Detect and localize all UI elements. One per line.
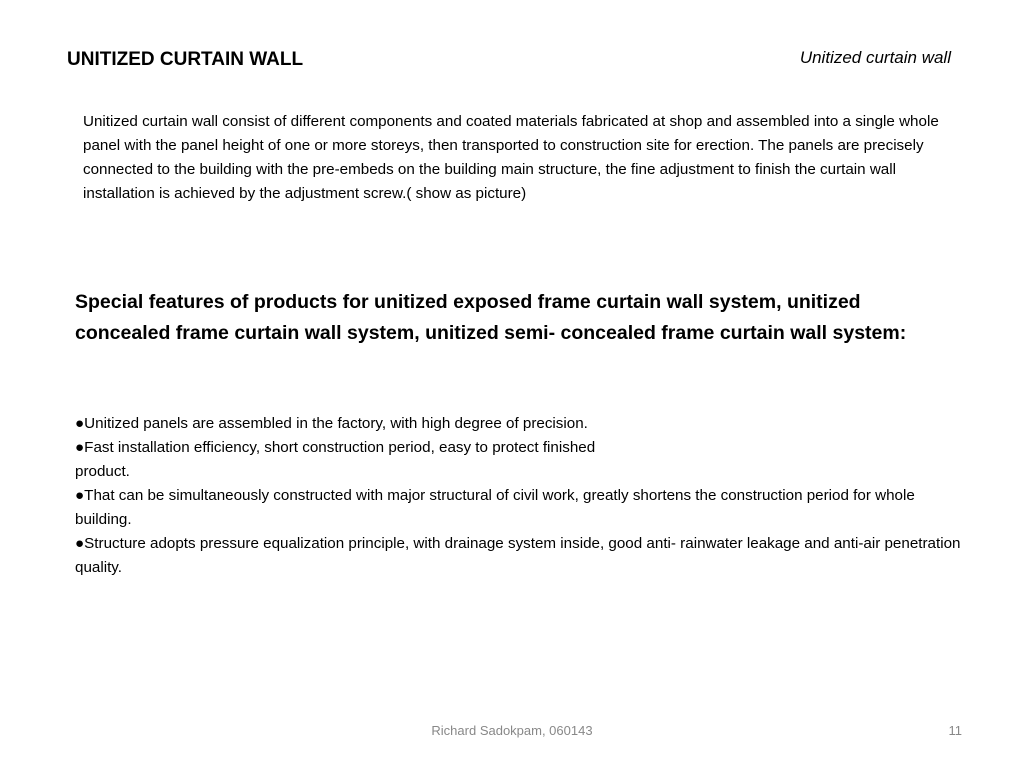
list-item: ●That can be simultaneously constructed with major structural of civil work, greatly shortens the construction period for whole building. [75,487,915,528]
list-item: ●Fast installation efficiency, short construction period, easy to protect finished [75,439,596,456]
list-item: product. [75,463,130,480]
slide-title: UNITIZED CURTAIN WALL [67,49,304,70]
list-item: ●Structure adopts pressure equalization principle, with drainage system inside, good anti- rainwater leakage and anti-air penetration quality. [75,535,961,576]
intro-paragraph: Unitized curtain wall consist of different components and coated materials fabricated at shop and assembled into a single whole panel with the panel height of one or more storeys, then transported to construction site for erection. The panels are precisely connected to the building with the pre-embeds on the building main structure, the fine adjustment to finish the curtain wall installation is achieved by the adjustment screw.( show as picture) [83,113,939,202]
list-item: ●Unitized panels are assembled in the factory, with high degree of precision. [75,415,588,432]
features-list [75,412,970,580]
footer-author: Richard Sadokpam, 060143 [431,723,593,738]
page-number: 11 [948,723,962,738]
slide-topic: Unitized curtain wall [799,48,951,67]
features-heading: Special features of products for unitized exposed frame curtain wall system, unitized concealed frame curtain wall system, unitized semi- concealed frame curtain wall system: [75,291,907,344]
